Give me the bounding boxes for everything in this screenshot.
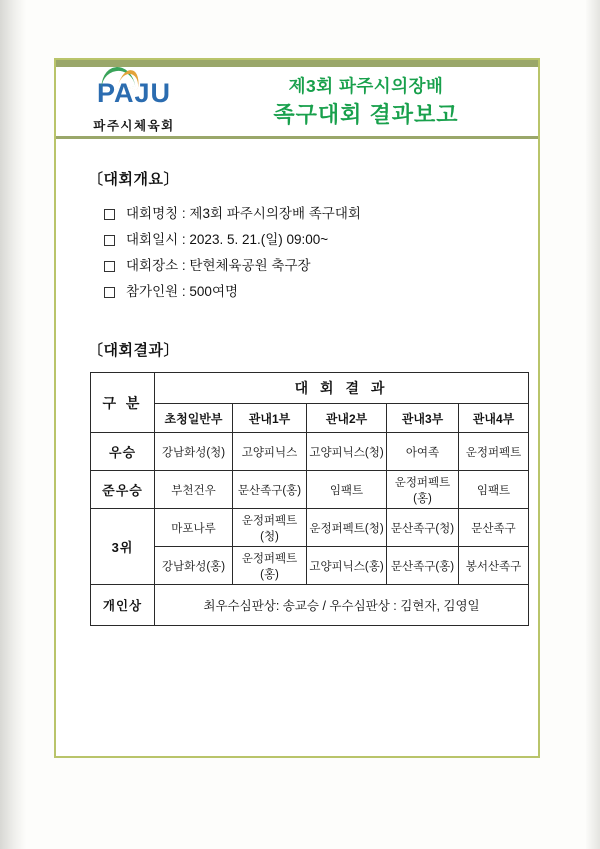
- table-cell: 문산족구: [459, 509, 529, 547]
- table-cell: 문산족구(청): [387, 509, 459, 547]
- table-cell: 문산족구(홍): [233, 471, 307, 509]
- table-corner-label: 구 분: [91, 373, 155, 433]
- results-section-title: 〔대회결과〕: [88, 342, 179, 359]
- table-row: [91, 547, 529, 585]
- document-header: [56, 60, 538, 134]
- table-header-row: [91, 373, 529, 404]
- table-cell: 고양피닉스(홍): [307, 547, 387, 585]
- title-line-2: 족구대회 결과보고: [273, 102, 459, 127]
- table-group-header: 대 회 결 과: [155, 373, 529, 404]
- row-header: 우승: [91, 433, 155, 471]
- checkbox-icon: [104, 261, 115, 272]
- results-table: [90, 372, 529, 626]
- table-cell: 봉서산족구: [459, 547, 529, 585]
- paju-wordmark: [74, 76, 194, 110]
- header-rule-top: [56, 60, 538, 67]
- overview-section-title: 〔대회개요〕: [88, 171, 179, 188]
- title-line-1: 제3회 파주시의장배: [288, 76, 444, 96]
- table-cell: 문산족구(홍): [387, 547, 459, 585]
- organization-logo: [74, 76, 194, 134]
- table-cell: 운정퍼펙트(청): [233, 509, 307, 547]
- list-item-label: 대회명칭 : 제3회 파주시의장배 족구대회: [126, 206, 361, 221]
- column-header: 초청일반부: [155, 404, 233, 433]
- table-cell: 임팩트: [307, 471, 387, 509]
- table-cell: 부천건우: [155, 471, 233, 509]
- list-item-label: 대회장소 : 탄현체육공원 축구장: [126, 258, 311, 273]
- document-body: [56, 142, 538, 626]
- column-header: 관내2부: [307, 404, 387, 433]
- table-cell: 마포나루: [155, 509, 233, 547]
- table-row: [91, 433, 529, 471]
- logo-caption: 파주시체육회: [93, 119, 175, 133]
- document-frame: [54, 58, 540, 758]
- list-item-label: 대회일시 : 2023. 5. 21.(일) 09:00~: [126, 232, 329, 247]
- checkbox-icon: [104, 287, 115, 298]
- header-rule-bottom: [56, 136, 538, 139]
- table-column-header-row: [91, 404, 529, 433]
- list-item: [104, 227, 512, 253]
- table-cell: 강남화성(홍): [155, 547, 233, 585]
- table-cell: 운정퍼펙트(청): [307, 509, 387, 547]
- award-text: 최우수심판상: 송교승 / 우수심판상 : 김현자, 김영일: [155, 585, 529, 626]
- column-header: 관내4부: [459, 404, 529, 433]
- table-cell: 임팩트: [459, 471, 529, 509]
- overview-list: [82, 201, 512, 305]
- list-item: [104, 279, 512, 305]
- row-header: 준우승: [91, 471, 155, 509]
- checkbox-icon: [104, 209, 115, 220]
- column-header: 관내3부: [387, 404, 459, 433]
- list-item: [104, 201, 512, 227]
- table-cell: 아여족: [387, 433, 459, 471]
- table-row-award: [91, 585, 529, 626]
- logo-text: PAJU: [96, 78, 172, 108]
- checkbox-icon: [104, 235, 115, 246]
- row-header: 3위: [91, 509, 155, 585]
- table-cell: 고양피닉스: [233, 433, 307, 471]
- table-cell: 강남화성(청): [155, 433, 233, 471]
- list-item: [104, 253, 512, 279]
- row-header: 개인상: [91, 585, 155, 626]
- table-cell: 고양피닉스(청): [307, 433, 387, 471]
- table-row: [91, 471, 529, 509]
- table-cell: 운정퍼펙트: [459, 433, 529, 471]
- table-row: [91, 509, 529, 547]
- table-cell: 운정퍼펙트(홍): [387, 471, 459, 509]
- document-title-block: [206, 74, 526, 130]
- list-item-label: 참가인원 : 500여명: [126, 284, 239, 299]
- table-cell: 운정퍼펙트(홍): [233, 547, 307, 585]
- column-header: 관내1부: [233, 404, 307, 433]
